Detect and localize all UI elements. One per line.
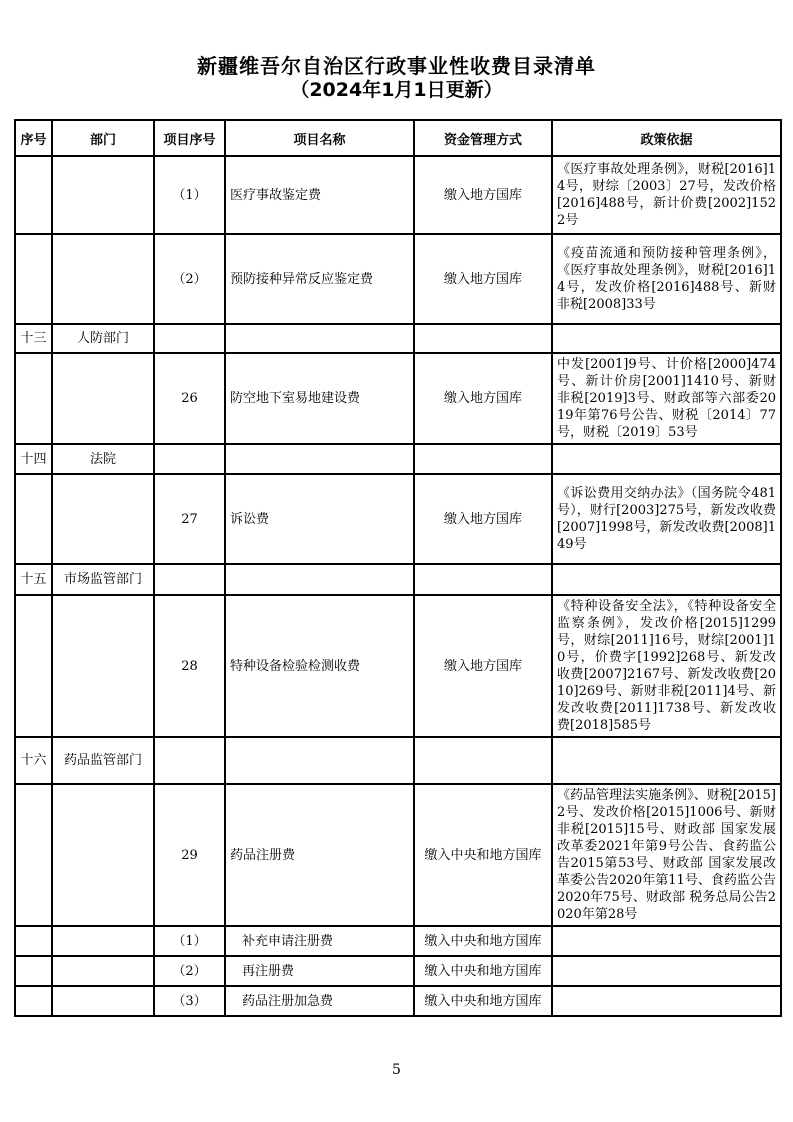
policy-cell: 《特种设备安全法》，《特种设备安全监察条例》，发改价格[2015]1299号，财综[2011]16号，财综[2001]10号，价费字[1992]268号、新发改收费[2007]2167号、新发改收费[2010]269号、新财非税[2011]4号、新发改收费[2011]1738号、新发改收费[2018]585号 <box>552 595 781 737</box>
item-name-cell: 特种设备检验检测收费 <box>225 595 414 737</box>
dept-cell <box>52 595 154 737</box>
title-line-1: 新疆维吾尔自治区行政事业性收费目录清单 <box>197 54 596 78</box>
dept-cell: 药品监管部门 <box>52 737 154 784</box>
item-name-cell <box>225 324 414 353</box>
seq-cell <box>15 956 52 986</box>
fund-cell: 缴入地方国库 <box>414 234 552 324</box>
dept-cell <box>52 474 154 564</box>
item-no-cell: （2） <box>154 234 225 324</box>
page-number: 5 <box>392 1062 401 1078</box>
fund-cell <box>414 324 552 353</box>
dept-cell: 人防部门 <box>52 324 154 353</box>
item-no-cell: （3） <box>154 986 225 1016</box>
policy-cell <box>552 986 781 1016</box>
header-seq: 序号 <box>15 120 52 156</box>
fund-cell <box>414 444 552 474</box>
policy-cell <box>552 737 781 784</box>
fund-cell: 缴入地方国库 <box>414 156 552 234</box>
item-no-cell: （1） <box>154 156 225 234</box>
dept-cell <box>52 956 154 986</box>
item-name-cell: 药品注册费 <box>225 784 414 926</box>
item-no-cell <box>154 444 225 474</box>
policy-cell <box>552 324 781 353</box>
dept-cell <box>52 353 154 444</box>
item-name-cell: 预防接种异常反应鉴定费 <box>225 234 414 324</box>
dept-cell <box>52 926 154 956</box>
table-row <box>15 474 781 564</box>
seq-cell <box>15 986 52 1016</box>
table-row <box>15 784 781 926</box>
seq-cell: 十六 <box>15 737 52 784</box>
fund-cell: 缴入中央和地方国库 <box>414 784 552 926</box>
item-no-cell <box>154 564 225 595</box>
policy-cell: 《疫苗流通和预防接种管理条例》，《医疗事故处理条例》，财税[2016]14号，发改价格[2016]488号、新财非税[2008]33号 <box>552 234 781 324</box>
seq-cell <box>15 156 52 234</box>
dept-cell <box>52 156 154 234</box>
item-name-cell: 补充申请注册费 <box>225 926 414 956</box>
table-row-section <box>15 564 781 595</box>
item-name-cell: 药品注册加急费 <box>225 986 414 1016</box>
table-row <box>15 926 781 956</box>
item-name-cell: 诉讼费 <box>225 474 414 564</box>
item-no-cell: 29 <box>154 784 225 926</box>
table-row <box>15 156 781 234</box>
policy-cell: 《药品管理法实施条例》、财税[2015]2号、发改价格[2015]1006号、新财非税[2015]15号、财政部 国家发展改革委2021年第9号公告、食药监公告2015第53号、财政部 国家发展改革委公告2020年第11号、食药监公告2020年75号、财政部 税务总局公告2020年第28号 <box>552 784 781 926</box>
item-name-cell: 医疗事故鉴定费 <box>225 156 414 234</box>
table-row <box>15 595 781 737</box>
seq-cell <box>15 926 52 956</box>
fund-cell: 缴入中央和地方国库 <box>414 926 552 956</box>
item-no-cell <box>154 324 225 353</box>
item-name-cell: 再注册费 <box>225 956 414 986</box>
dept-cell <box>52 986 154 1016</box>
header-dept: 部门 <box>52 120 154 156</box>
item-name-cell <box>225 444 414 474</box>
policy-cell: 《诉讼费用交纳办法》（国务院令481号），财行[2003]275号，新发改收费[2007]1998号，新发改收费[2008]149号 <box>552 474 781 564</box>
fund-cell: 缴入中央和地方国库 <box>414 986 552 1016</box>
fund-cell: 缴入地方国库 <box>414 474 552 564</box>
fund-cell: 缴入地方国库 <box>414 353 552 444</box>
fee-catalog-table <box>14 119 782 1017</box>
item-name-cell: 防空地下室易地建设费 <box>225 353 414 444</box>
table-row-section <box>15 324 781 353</box>
table-row-section <box>15 444 781 474</box>
seq-cell: 十五 <box>15 564 52 595</box>
item-no-cell: 26 <box>154 353 225 444</box>
table-row <box>15 234 781 324</box>
policy-cell: 《医疗事故处理条例》，财税[2016]14号，财综〔2003〕27号，发改价格[2016]488号，新计价费[2002]1522号 <box>552 156 781 234</box>
header-fund: 资金管理方式 <box>414 120 552 156</box>
dept-cell <box>52 234 154 324</box>
fund-cell <box>414 564 552 595</box>
seq-cell <box>15 474 52 564</box>
item-no-cell: （1） <box>154 926 225 956</box>
policy-cell <box>552 444 781 474</box>
header-item-name: 项目名称 <box>225 120 414 156</box>
fund-cell: 缴入地方国库 <box>414 595 552 737</box>
policy-cell <box>552 926 781 956</box>
seq-cell: 十四 <box>15 444 52 474</box>
dept-cell <box>52 784 154 926</box>
fund-cell <box>414 737 552 784</box>
table-row-section <box>15 737 781 784</box>
table-row <box>15 353 781 444</box>
table-header-row <box>15 120 781 156</box>
item-name-cell <box>225 737 414 784</box>
seq-cell: 十三 <box>15 324 52 353</box>
document-title <box>0 0 793 102</box>
item-no-cell: 27 <box>154 474 225 564</box>
title-line-2: （2024年1月1日更新） <box>290 79 503 101</box>
seq-cell <box>15 353 52 444</box>
item-no-cell: （2） <box>154 956 225 986</box>
header-item-no: 项目序号 <box>154 120 225 156</box>
seq-cell <box>15 234 52 324</box>
table-row <box>15 956 781 986</box>
seq-cell <box>15 595 52 737</box>
seq-cell <box>15 784 52 926</box>
dept-cell: 法院 <box>52 444 154 474</box>
policy-cell <box>552 564 781 595</box>
item-no-cell <box>154 737 225 784</box>
fund-cell: 缴入中央和地方国库 <box>414 956 552 986</box>
policy-cell: 中发[2001]9号、计价格[2000]474号、新计价房[2001]1410号、新财非税[2019]3号、财政部等六部委2019年第76号公告、财税〔2014〕77号，财税〔2019〕53号 <box>552 353 781 444</box>
dept-cell: 市场监管部门 <box>52 564 154 595</box>
item-name-cell <box>225 564 414 595</box>
header-policy: 政策依据 <box>552 120 781 156</box>
table-row <box>15 986 781 1016</box>
item-no-cell: 28 <box>154 595 225 737</box>
policy-cell <box>552 956 781 986</box>
